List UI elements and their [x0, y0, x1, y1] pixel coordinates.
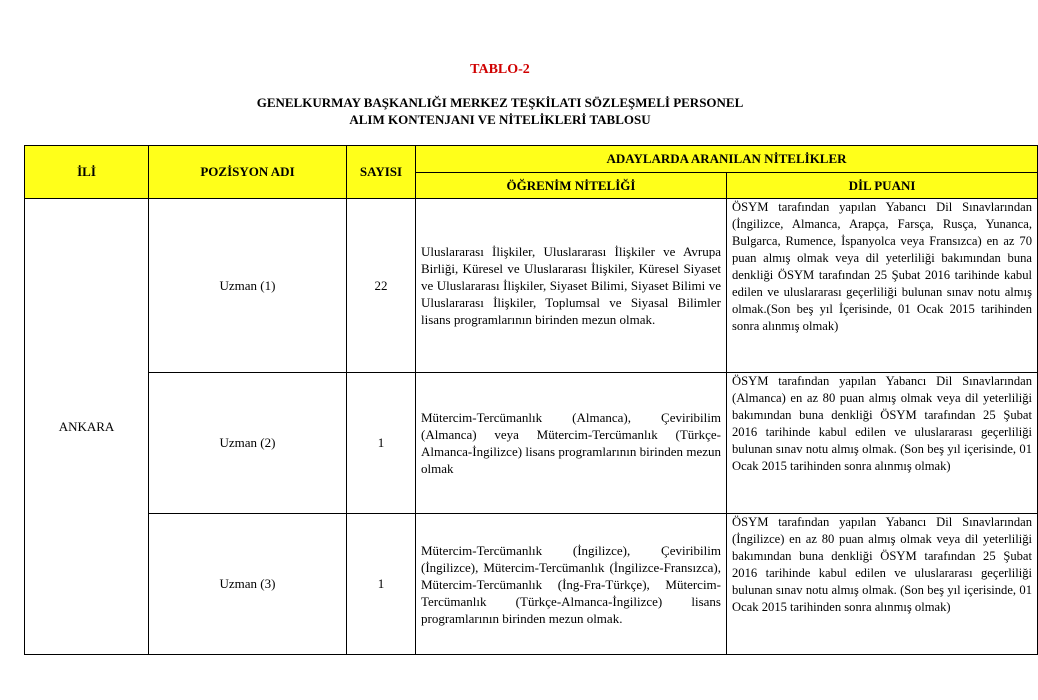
position-cell: Uzman (1): [149, 199, 347, 373]
table-row: [25, 373, 1038, 514]
header-position: POZİSYON ADI: [149, 146, 347, 199]
table-number: TABLO-2: [470, 62, 530, 77]
language-cell: ÖSYM tarafından yapılan Yabancı Dil Sınavlarından (Almanca) en az 80 puan almış olmak veya dil yeterliliği bakımından buna denkliği ÖSYM tarafından 25 Şubat 2016 tarihinde kabul edilen ve uluslararası geçerliliği bulunan sınav notu almış olmak. (Son beş yıl içerisinde, 01 Ocak 2015 tarihinden sonra alınmış olmak): [727, 373, 1038, 514]
province-cell: ANKARA: [25, 199, 149, 655]
language-cell: ÖSYM tarafından yapılan Yabancı Dil Sınavlarından (İngilizce) en az 80 puan almış olmak veya dil yeterliliği bakımından buna denkliği ÖSYM tarafından 25 Şubat 2016 tarihinde kabul edilen ve uluslararası geçerliliği bulunan sınav notu almış olmak. (Son beş yıl içerisinde, 01 Ocak 2015 tarihinden sonra alınmış olmak): [727, 514, 1038, 655]
position-cell: Uzman (2): [149, 373, 347, 514]
count-cell: 1: [347, 514, 416, 655]
count-cell: 1: [347, 373, 416, 514]
count-cell: 22: [347, 199, 416, 373]
header-qualifications: ADAYLARDA ARANILAN NİTELİKLER: [416, 146, 1038, 173]
education-cell: Uluslararası İlişkiler, Uluslararası İlişkiler ve Avrupa Birliği, Küresel ve Uluslararası İlişkiler, Küresel Siyaset ve Uluslararası İlişkiler, Siyaset Bilimi, Siyaset Bilimi ve Uluslararası İlişkiler, Toplumsal ve Siyasal Bilimler lisans programlarının birinden mezun olmak.: [416, 199, 727, 373]
language-cell: ÖSYM tarafından yapılan Yabancı Dil Sınavlarından (İngilizce, Almanca, Arapça, Farsça, Rusça, Yunanca, Bulgarca, Rumence, İspanyolca veya Fransızca) en az 70 puan almış olmak veya dil yeterliliği bakımından buna denkliği ÖSYM tarafından 25 Şubat 2016 tarihinde kabul edilen ve uluslararası geçerliliği bulunan sınav notu almış olmak.(Son beş yıl İçerisinde, 01 Ocak 2015 tarihinden sonra alınmış olmak): [727, 199, 1038, 373]
header-language: DİL PUANI: [727, 173, 1038, 199]
header-count: SAYISI: [347, 146, 416, 199]
table-row: [25, 514, 1038, 655]
document-title-line-2: ALIM KONTENJANI VE NİTELİKLERİ TABLOSU: [349, 112, 651, 127]
header-education: ÖĞRENİM NİTELİĞİ: [416, 173, 727, 199]
document-title: [0, 94, 1000, 128]
education-cell: Mütercim-Tercümanlık (Almanca), Çeviribilim (Almanca) veya Mütercim-Tercümanlık (Türkçe-Almanca-İngilizce) lisans programlarının birinden mezun olmak: [416, 373, 727, 514]
document-title-line-1: GENELKURMAY BAŞKANLIĞI MERKEZ TEŞKİLATI SÖZLEŞMELİ PERSONEL: [256, 95, 744, 110]
education-cell: Mütercim-Tercümanlık (İngilizce), Çeviribilim (İngilizce), Mütercim-Tercümanlık (İngilizce-Fransızca), Mütercim-Tercümanlık (İng-Fra-Türkçe), Mütercim-Tercümanlık (Türkçe-Almanca-İngilizce) lisans programlarının birinden mezun olmak.: [416, 514, 727, 655]
recruitment-table: [24, 145, 1038, 655]
position-cell: Uzman (3): [149, 514, 347, 655]
table-row: [25, 199, 1038, 373]
header-province: İLİ: [25, 146, 149, 199]
